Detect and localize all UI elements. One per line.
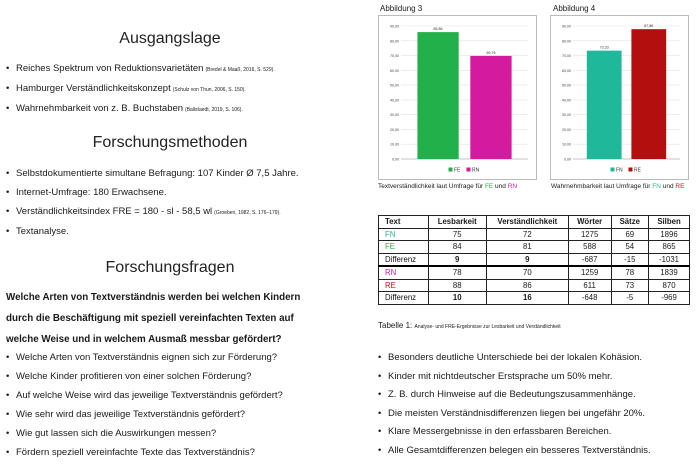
legend-swatch [629, 168, 633, 172]
table-cell: 73 [611, 279, 648, 292]
list-item: • Selbstdokumentierte simultane Befragung: 107 Kinder Ø 7,5 Jahre. [6, 168, 299, 180]
table-cell: FN [379, 228, 429, 241]
list-item: • Fördern speziell vereinfachte Texte das Textverständnis? [6, 447, 283, 459]
table-cell: 588 [568, 241, 611, 254]
y-tick-label: 90,00 [390, 24, 399, 29]
list-item: • Die meisten Verständnisdifferenzen liegen bei ungefähr 20%. [378, 408, 651, 420]
heading-ausgangslage: Ausgangslage [119, 30, 221, 47]
legend-label: RN [472, 167, 480, 174]
list-item: • Kinder mit nichtdeutscher Erstsprache um 50% mehr. [378, 371, 651, 383]
research-question [6, 287, 344, 350]
figure-3-chart [379, 16, 536, 179]
y-tick-label: 20,00 [562, 127, 571, 132]
table-row [379, 228, 690, 241]
data-label: 87,86 [644, 24, 654, 29]
table-cell: FE [379, 241, 429, 254]
table-cell: 84 [428, 241, 486, 254]
list-item: • Verständlichkeitsindex FRE = 180 - sl - 58,5 wl (Groeben, 1982, S. 176–179). [6, 206, 299, 219]
list-item: • Wie sehr wird das jeweilige Textverständnis gefördert? [6, 409, 283, 421]
figure-4-chart [551, 16, 688, 179]
table-cell: 1839 [649, 266, 690, 279]
table-cell: -1031 [649, 253, 690, 266]
table-header: Text [379, 216, 429, 229]
list-item: • Wie gut lassen sich die Auswirkungen messen? [6, 428, 283, 440]
y-tick-label: 50,00 [562, 83, 571, 88]
list-item: • Auf welche Weise wird das jeweilige Textverständnis gefördert? [6, 390, 283, 402]
table-row [379, 253, 690, 266]
y-tick-label: 10,00 [390, 142, 399, 147]
list-item: • Internet-Umfrage: 180 Erwachsene. [6, 187, 299, 199]
heading-forschungsmethoden: Forschungsmethoden [92, 134, 248, 151]
table-header: Lesbarkeit [428, 216, 486, 229]
table-cell: -687 [568, 253, 611, 266]
figure-4-title: Abbildung 4 [553, 4, 596, 13]
y-tick-label: 40,00 [562, 98, 571, 103]
results-table [378, 215, 690, 305]
list-forschungsfragen [6, 352, 283, 466]
table-header: Verständlichkeit [486, 216, 568, 229]
table-cell: 70 [486, 266, 568, 279]
legend-label: FN [616, 167, 623, 174]
question-line: welche Weise und in welchem Ausmaß messbar gefördert? [6, 334, 282, 345]
figure-4-caption: Wahrnehmbarkeit laut Umfrage für FN und RE [551, 183, 685, 190]
table-cell: 78 [611, 266, 648, 279]
table-header-row [379, 216, 690, 229]
list-item: • Welche Kinder profitieren von einer solchen Förderung? [6, 371, 283, 383]
y-tick-label: 30,00 [562, 113, 571, 118]
table-row [379, 279, 690, 292]
table-row [379, 292, 690, 305]
bar-fe [417, 32, 458, 159]
list-item: • Welche Arten von Textverständnis eignen sich zur Förderung? [6, 352, 283, 364]
table-cell: 9 [486, 253, 568, 266]
table-cell: 9 [428, 253, 486, 266]
table-cell: RN [379, 266, 429, 279]
table-caption: Tabelle 1: Analyse- und FRE-Ergebnisse zur Lesbarkeit und Verständlichkeit [378, 321, 561, 330]
y-tick-label: 70,00 [562, 54, 571, 59]
list-item: • Wahrnehmbarkeit von z. B. Buchstaben (Ballstaedt, 2019, S. 106). [6, 103, 275, 116]
y-tick-label: 60,00 [562, 68, 571, 73]
table-cell: -5 [611, 292, 648, 305]
table-cell: 865 [649, 241, 690, 254]
y-tick-label: 30,00 [390, 113, 399, 118]
question-line: Welche Arten von Textverständnis werden bei welchen Kindern [6, 292, 301, 303]
table-row [379, 241, 690, 254]
data-label: 85,86 [433, 27, 443, 32]
table-cell: 69 [611, 228, 648, 241]
list-ergebnisse [378, 352, 651, 463]
legend-swatch [467, 168, 471, 172]
figure-4-panel [550, 15, 689, 180]
table-cell: 16 [486, 292, 568, 305]
data-label: 73,33 [599, 45, 609, 50]
table-cell: 86 [486, 279, 568, 292]
list-forschungsmethoden [6, 168, 299, 245]
table-row [379, 266, 690, 279]
table-cell: 81 [486, 241, 568, 254]
figure-3-panel [378, 15, 537, 180]
figure-3-title: Abbildung 3 [380, 4, 423, 13]
table-cell: -15 [611, 253, 648, 266]
table-cell: 611 [568, 279, 611, 292]
table-cell: RE [379, 279, 429, 292]
y-tick-label: 40,00 [390, 98, 399, 103]
bar-fn [587, 51, 622, 159]
table-cell: -648 [568, 292, 611, 305]
y-tick-label: 20,00 [390, 127, 399, 132]
table-cell: -969 [649, 292, 690, 305]
bar-re [631, 29, 666, 159]
list-item: • Hamburger Verständlichkeitskonzept (Schulz von Thun, 2006, S. 150). [6, 83, 275, 96]
y-tick-label: 50,00 [390, 83, 399, 88]
list-item: • Reiches Spektrum von Reduktionsvarietäten (Bredel & Maaß, 2016, S. 529). [6, 63, 275, 76]
list-ausgangslage [6, 63, 275, 123]
list-item: • Klare Messergebnisse in den erfassbaren Bereichen. [378, 426, 651, 438]
table-header: Silben [649, 216, 690, 229]
heading-forschungsfragen: Forschungsfragen [105, 259, 235, 276]
table-cell: 54 [611, 241, 648, 254]
list-item: • Besonders deutliche Unterschiede bei der lokalen Kohäsion. [378, 352, 651, 364]
legend-label: RE [634, 167, 641, 174]
table-cell: Differenz [379, 253, 429, 266]
table-cell: 78 [428, 266, 486, 279]
figure-3-caption: Textverständlichkeit laut Umfrage für FE und RN [378, 183, 518, 190]
y-tick-label: 90,00 [562, 24, 571, 29]
legend-swatch [611, 168, 615, 172]
y-tick-label: 10,00 [562, 142, 571, 147]
y-tick-label: 80,00 [390, 39, 399, 44]
table-cell: 1275 [568, 228, 611, 241]
table-cell: Differenz [379, 292, 429, 305]
table-header: Sätze [611, 216, 648, 229]
table-cell: 10 [428, 292, 486, 305]
table-header: Wörter [568, 216, 611, 229]
y-tick-label: 0,00 [392, 157, 399, 162]
list-item: • Textanalyse. [6, 226, 299, 238]
y-tick-label: 60,00 [390, 68, 399, 73]
legend-label: FE [454, 167, 461, 174]
question-line: durch die Beschäftigung mit speziell vereinfachten Texten auf [6, 313, 294, 324]
y-tick-label: 70,00 [390, 54, 399, 59]
legend-swatch [449, 168, 453, 172]
table-cell: 870 [649, 279, 690, 292]
table-cell: 75 [428, 228, 486, 241]
table-cell: 88 [428, 279, 486, 292]
y-tick-label: 0,00 [564, 157, 571, 162]
table-cell: 1896 [649, 228, 690, 241]
data-label: 69,76 [486, 50, 496, 55]
list-item: • Z. B. durch Hinweise auf die Bedeutungszusammenhänge. [378, 389, 651, 401]
list-item: • Alle Gesamtdifferenzen belegen ein besseres Textverständnis. [378, 445, 651, 457]
table-cell: 1259 [568, 266, 611, 279]
bar-rn [470, 56, 511, 159]
table-cell: 72 [486, 228, 568, 241]
y-tick-label: 80,00 [562, 39, 571, 44]
